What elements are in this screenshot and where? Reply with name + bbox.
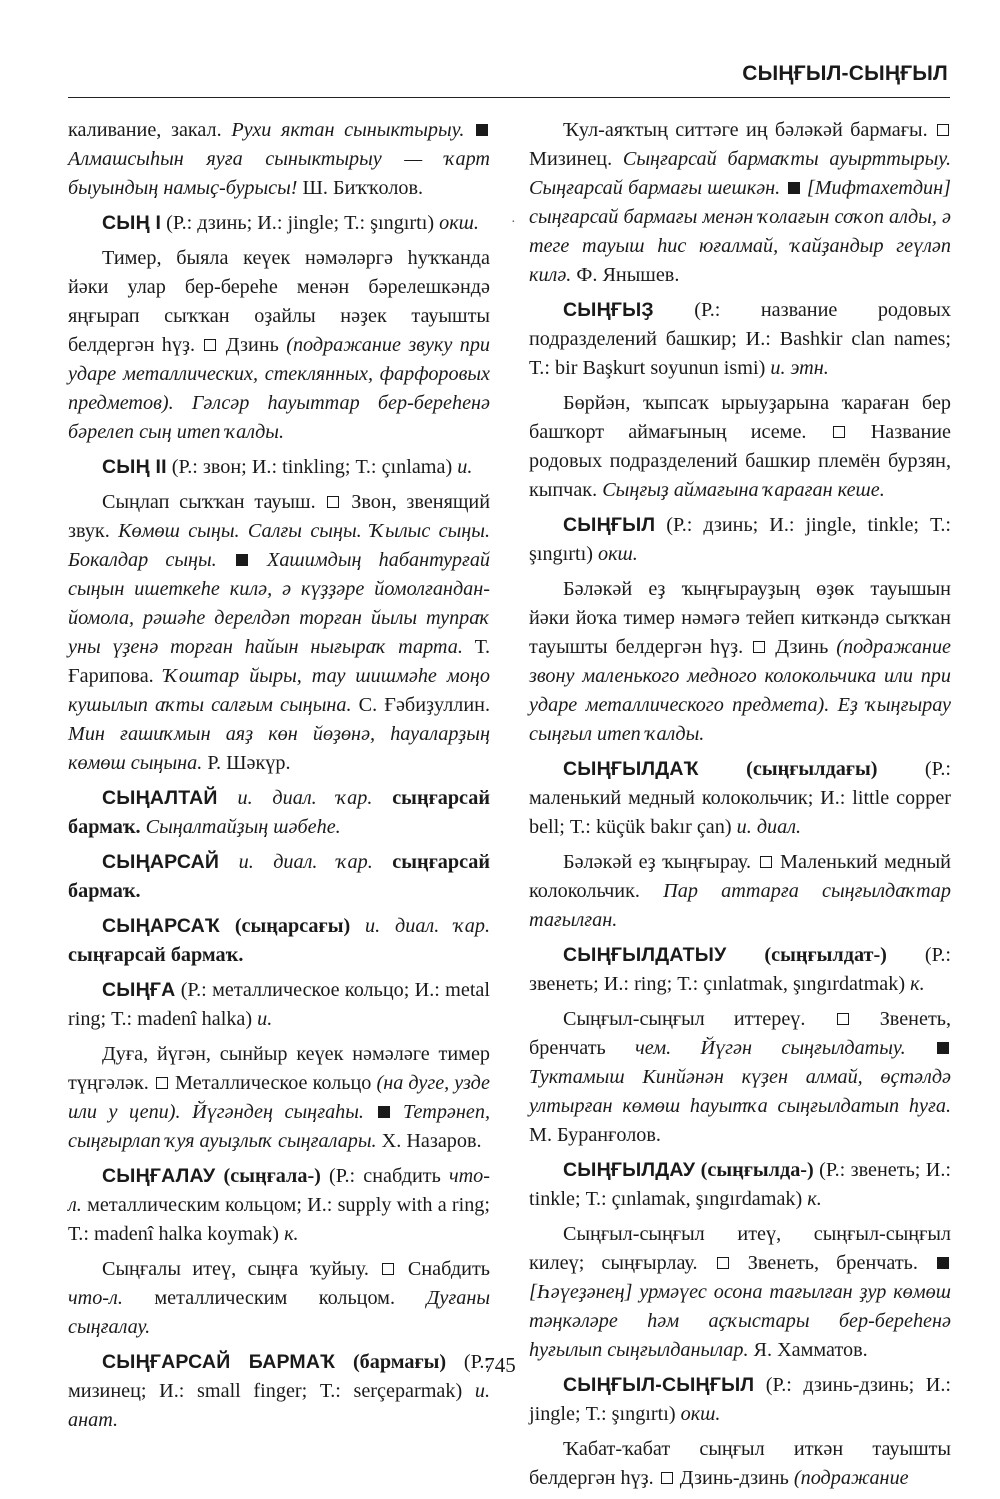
translations: (Р.: звенеть; И.: tinkle; Т.: çınlamak, şıngırdamak) [529, 1159, 952, 1210]
hollow-square-icon [937, 124, 949, 136]
translations: металлическим кольцом; И.: supply with a ring; Т.: madenî halka koymak) [68, 1194, 491, 1245]
russian-gloss: Звон, звенящий звук. [68, 491, 491, 542]
filled-square-icon [937, 1042, 949, 1054]
entry-definition [68, 1040, 490, 1156]
quote-text: [Мифтахетдин] сыңғарсай бармағы менән ҡолағын соҡоп алды, ә теге тауыш һис юғалмай, ҡайҙандыр геүләп килә. [529, 177, 952, 286]
gloss-note: (подражание [793, 1467, 909, 1489]
headword: СЫҢАРСАЙ [102, 851, 220, 873]
grammar-label: и. анат. [68, 1380, 491, 1431]
russian-gloss: Дзинь [225, 334, 279, 356]
translations: (Р.: название родовых подразделений башкир; И.: Bashkir clan names; Т.: bir Başkurt soyunun ismi) [529, 299, 951, 379]
headword: СЫҢҒЫЛДАҠ [563, 758, 699, 780]
headword: СЫҢҒЫЛ [563, 514, 656, 536]
definition-text: Сыңғыл-сыңғыл иттереү. [563, 1008, 806, 1030]
right-column [529, 116, 951, 1499]
russian-gloss: металлическим кольцом. [154, 1287, 396, 1309]
grammar-label: окш. [680, 1403, 721, 1425]
headword: СЫҢАЛТАЙ [102, 787, 218, 809]
gloss-note: (подражание звону маленького медного колокольчика или при ударе металлического предмета). [529, 636, 951, 716]
hollow-square-icon [833, 426, 845, 438]
grammar-label: к. [284, 1223, 299, 1245]
translations: (Р.: звон; И.: tinkling; Т.: çınlama) [171, 456, 453, 478]
russian-gloss: Металлическое кольцо [175, 1072, 372, 1094]
quote-text: Алмашсыһын яуға сыныктырыу — ҡарт быуындың намыҫ-бурысы! [68, 148, 490, 199]
definition-text: Сыңғыл-сыңғыл итеү, сыңғыл-сыңғыл килеү; сыңғырлау. [529, 1223, 951, 1274]
quote-author: М. Буранғолов. [529, 1124, 661, 1146]
example-text: Сыңғыҙ аймағына ҡараған кеше. [602, 479, 885, 501]
headword-form: (сыңғылдат-) [764, 944, 887, 966]
definition-text: Ҡул-аяҡтың ситтәге иң бәләкәй бармағы. [563, 119, 928, 141]
entry-definition [529, 575, 951, 749]
grammar-label: окш. [439, 212, 479, 234]
cross-reference: сыңғарсай бармаҡ. [68, 851, 491, 902]
headword-form: (сыңарсағы) [234, 915, 351, 937]
filled-square-icon [788, 182, 800, 194]
scan-dot: · [511, 215, 516, 230]
entry-headword-line [68, 976, 490, 1034]
entry-headword-line [68, 848, 490, 906]
entry-headword-line [68, 209, 490, 238]
definition-text: Сыңлап сыҡҡан тауыш. [102, 491, 316, 513]
entry-headword-line [529, 296, 951, 383]
quote-author: Ш. Биҡҡолов. [302, 177, 424, 199]
quote-text: Хашимдың һабантурғай сыңын ишеткеһе килә, ә күҙҙәре йомолғандан-йомола, рәшәһе дерелдәп торған йылы тупраҡ уны үҙенә торған һайын нығыраҡ тарта. [68, 549, 491, 658]
page-number: 745 [484, 1353, 516, 1377]
cross-reference: сыңғарсай бармаҡ. [68, 787, 490, 838]
translations: (Р.: дзинь; И.: jingle, tinkle; Т.: şıngırtı) [529, 514, 951, 565]
example-text: Сыңғарсай бармаҡты ауырттырыу. Сыңғарсай бармағы шешкән. [529, 148, 952, 199]
quote-author: Т. Ғарипова. [68, 636, 490, 687]
example-text: Көмөш сыңы. Салғы сыңы. Ҡылыс сыңы. Бокалдар сыңы. [68, 520, 490, 571]
entry-definition [68, 488, 490, 778]
headword-form: (бармағы) [352, 1351, 447, 1373]
russian-gloss: Маленький медный колокольчик. [529, 851, 951, 902]
headword: СЫҢ I [102, 212, 162, 234]
running-head: СЫҢҒЫЛ-СЫҢҒЫЛ [742, 62, 948, 85]
grammar-label: и. диал. ҡар. [237, 787, 373, 809]
russian-gloss: Снабдить [407, 1258, 491, 1280]
russian-gloss: Звенеть, бренчать [529, 1008, 952, 1059]
definition-text: Тимер, быяла кеүек нәмәләргә һуҡҡанда йәки улар бер-береһе менән бәрелешкәндә яңғырап сыҡҡан оҙайлы нәҙек тауышты белдергән һүҙ. [68, 247, 490, 356]
entry-definition [529, 1005, 951, 1150]
quote-author: Я. Хамматов. [753, 1339, 868, 1361]
hollow-square-icon [717, 1257, 729, 1269]
definition-text: Бәләкәй еҙ ҡыңғырауҙың өҙөк тауышын йәки йоҡа тимер нәмәгә тейеп киткәндә сыҡҡан тауышты белдергән һүҙ. [529, 578, 951, 658]
quote-author: Р. Шәкүр. [207, 752, 291, 774]
gloss-note: (на дуге, узде или у цепи). [68, 1072, 491, 1123]
translations: (Р.: снабдить [329, 1165, 441, 1187]
hollow-square-icon [327, 496, 339, 508]
grammar-label: и. [457, 456, 473, 478]
headword-form: (сыңғылда-) [700, 1159, 814, 1181]
example-text: Рухи яктан сыныктырыу. [231, 119, 465, 141]
definition-text: Сыңғалы итеү, сыңға ҡуйыу. [102, 1258, 369, 1280]
entry-headword-line [68, 453, 490, 482]
gloss-note: что-л. [68, 1287, 123, 1309]
entry-definition [68, 1255, 490, 1342]
grammar-label: и. диал. [736, 816, 802, 838]
entry-definition [529, 116, 951, 290]
translations: (Р.: мизинец; И.: small finger; Т.: serçeparmak) [68, 1351, 490, 1402]
headword: СЫҢҒА [102, 979, 176, 1001]
russian-gloss: Дзинь-дзинь [679, 1467, 789, 1489]
hollow-square-icon [382, 1263, 394, 1275]
entry-headword-line [529, 1156, 951, 1214]
quote-text: Тетрәнеп, сыңғырлап ҡуя ауыҙлыҡ сыңғалары. [68, 1101, 490, 1152]
headword: СЫҢҒЫЛДАТЫУ [563, 944, 727, 966]
example-text: Йүгән сыңғылдатыу. [700, 1037, 906, 1059]
grammar-label: окш. [597, 543, 638, 565]
translations: (Р.: металлическое кольцо; И.: metal ring; Т.: madenî halka) [68, 979, 490, 1030]
translations: (Р.: маленький медный колокольчик; И.: little copper bell; Т.: küçük bakır çan) [529, 758, 951, 838]
gloss-note: что-л. [68, 1165, 490, 1216]
entry-headword-line [68, 912, 490, 970]
grammar-label: к. [910, 973, 925, 995]
definition-text: Бөрйән, ҡыпсаҡ ырыуҙарына ҡараған бер башҡорт аймағының исеме. [529, 392, 951, 443]
quote-author: Ф. Янышев. [576, 264, 680, 286]
headword-form: (сыңғала-) [223, 1165, 321, 1187]
headword: СЫҢ II [102, 456, 167, 478]
quote-text: [Һәүеҙәнең] урмәүес осона тағылған ҙур көмөш тәңкәләре һәм аҫҡыстары бер-береһенә һуғылып сыңғылданылар. [529, 1281, 951, 1361]
header-rule [68, 97, 950, 98]
headword: СЫҢҒЫҘ [563, 299, 654, 321]
example-text: Сыңалтайҙың шәбеһе. [145, 816, 341, 838]
filled-square-icon [476, 124, 488, 136]
hollow-square-icon [204, 339, 216, 351]
example-text: Еҙ ҡыңғырау сыңғыл итеп ҡалды. [529, 694, 951, 745]
russian-gloss: Мизинец. [529, 148, 613, 170]
gloss-note: (подражание звуку при ударе металлических, стеклянных, фарфоровых предметов). [68, 334, 491, 414]
quote-author: С. Ғәбиҙуллин. [358, 694, 490, 716]
hollow-square-icon [661, 1472, 673, 1484]
entry-continuation [68, 116, 490, 203]
filled-square-icon [236, 554, 248, 566]
hollow-square-icon [837, 1013, 849, 1025]
example-text: Дуғаны сыңғалау. [68, 1287, 491, 1338]
hollow-square-icon [760, 856, 772, 868]
grammar-label: к. [807, 1188, 822, 1210]
entry-definition [529, 848, 951, 935]
headword: СЫҢҒЫЛ-СЫҢҒЫЛ [563, 1374, 755, 1396]
russian-gloss: Название родовых подразделений башкир племён бурзян, кыпчак. [529, 421, 952, 501]
headword: СЫҢАРСАҠ [102, 915, 220, 937]
entry-headword-line [68, 1162, 490, 1249]
entry-definition [529, 1435, 951, 1493]
quote-text: Туктамыш Кинйәнән күҙен алмай, өҫтәлдә ултырған көмөш һауытҡа сыңғылдатып һуға. [529, 1066, 951, 1117]
entry-headword-line [529, 755, 951, 842]
translations: (Р.: звенеть; И.: ring; Т.: çınlatmak, şıngırdatmak) [529, 944, 951, 995]
entry-definition [68, 244, 490, 447]
gloss-note: чем. [635, 1037, 672, 1059]
headword: СЫҢҒАРСАЙ БАРМАҠ [102, 1351, 336, 1373]
definition-text: Дуға, йүгән, сынйыр кеүек нәмәләге тимер түңгәләк. [68, 1043, 490, 1094]
grammar-label: и. диал. ҡар. [365, 915, 490, 937]
grammar-label: и. этн. [770, 357, 829, 379]
quote-text: Ҡоштар йыры, тау шишмәһе моңо кушылып аҡты салғым сыңына. [68, 665, 490, 716]
cross-reference: сыңғарсай бармаҡ. [68, 944, 244, 966]
entry-definition [529, 389, 951, 505]
entry-headword-line [529, 1371, 951, 1429]
entry-headword-line [529, 941, 951, 999]
example-text: Пар аттарға сыңғылдаҡтар тағылған. [529, 880, 951, 931]
filled-square-icon [937, 1257, 949, 1269]
headword-form: (сыңғылдағы) [746, 758, 878, 780]
translations: (Р.: дзинь; И.: jingle; Т.: şıngırtı) [166, 212, 435, 234]
entry-definition [529, 1220, 951, 1365]
headword: СЫҢҒЫЛДАУ [563, 1159, 696, 1181]
quote-text: Мин ғашиҡмын аяҙ көн йөҙөнә, һауаларҙың көмөш сыңына. [68, 723, 490, 774]
filled-square-icon [378, 1106, 390, 1118]
entry-headword-line [68, 784, 490, 842]
quote-author: Х. Назаров. [381, 1130, 482, 1152]
definition-text: Бәләкәй еҙ ҡыңғырау. [563, 851, 752, 873]
entry-headword-line [529, 511, 951, 569]
grammar-label: и. [257, 1008, 273, 1030]
definition-text: Ҡабат-ҡабат сыңғыл иткән тауышты белдергән һүҙ. [529, 1438, 951, 1489]
hollow-square-icon [156, 1077, 168, 1089]
left-column [68, 116, 490, 1441]
grammar-label: и. диал. ҡар. [238, 851, 373, 873]
headword: СЫҢҒАЛАУ [102, 1165, 216, 1187]
example-text: Гәлсәр һауыттар бер-береһенә бәрелеп сың итеп ҡалды. [68, 392, 491, 443]
russian-gloss: Дзинь [775, 636, 829, 658]
example-text: Йүгәндең сыңғаһы. [192, 1101, 364, 1123]
hollow-square-icon [753, 641, 765, 653]
definition-text: каливание, закал. [68, 119, 222, 141]
russian-gloss: Звенеть, бренчать. [747, 1252, 918, 1274]
translations: (Р.: дзинь-дзинь; И.: jingle; Т.: şıngırtı) [529, 1374, 952, 1425]
